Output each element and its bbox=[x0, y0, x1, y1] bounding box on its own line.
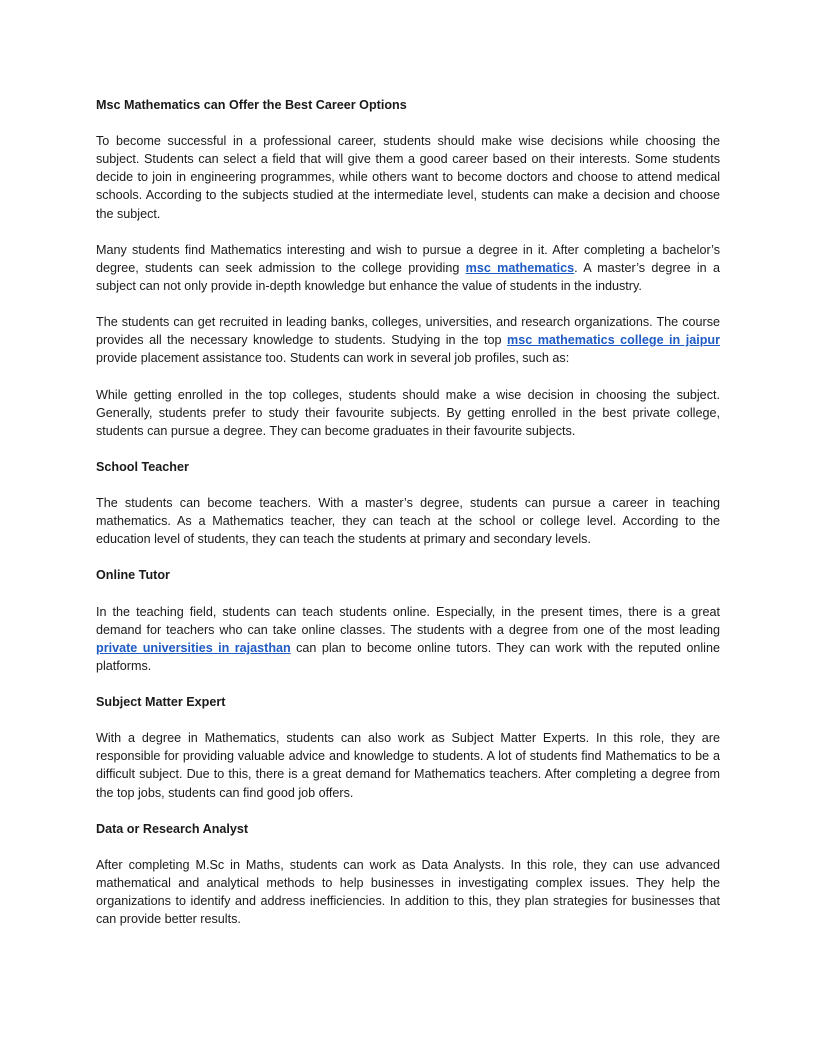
heading-subject-matter-expert: Subject Matter Expert bbox=[96, 695, 226, 710]
paragraph-text: The students can get recruited in leading banks, colleges, universities, and research organizations. The course provides all the necessary knowledge to students. Studying in the top bbox=[96, 315, 720, 348]
heading-school-teacher: School Teacher bbox=[96, 459, 189, 474]
private-universities-link[interactable]: private universities in rajasthan bbox=[96, 640, 291, 655]
paragraph-msc-degree bbox=[96, 241, 720, 295]
paragraph-subject-matter-expert: With a degree in Mathematics, students can also work as Subject Matter Experts. In this role, they are responsible for providing valuable advice and knowledge to students. A lot of students find Mathematics to be a difficult subject. Due to this, there is a great demand for Mathematics teachers. After completing a degree from the top jobs, students can find good job offers. bbox=[96, 731, 720, 800]
page-title: Msc Mathematics can Offer the Best Career Options bbox=[96, 98, 407, 112]
heading-data-analyst: Data or Research Analyst bbox=[96, 821, 249, 836]
document-page bbox=[96, 96, 720, 946]
paragraph-data-analyst: After completing M.Sc in Maths, students can work as Data Analysts. In this role, they can use advanced mathematical and analytical methods to help businesses in investigating complex issues. They help the organizations to identify and address inefficiencies. In addition to this, they plan strategies for businesses that can provide better results. bbox=[96, 857, 720, 927]
intro-paragraph: To become successful in a professional career, students should make wise decisions while choosing the subject. Students can select a field that will give them a good career based on their interests. Some students decide to join in engineering programmes, while others want to become doctors and choose to attend medical schools. According to the subjects studied at the intermediate level, students can make a decision and choose the subject. bbox=[96, 134, 720, 221]
paragraph-online-tutor bbox=[96, 603, 720, 675]
paragraph-recruitment bbox=[96, 313, 720, 367]
msc-college-jaipur-link[interactable]: msc mathematics college in jaipur bbox=[507, 333, 721, 348]
paragraph-text: can plan to become online tutors. They can work with the reputed online platforms. bbox=[96, 640, 720, 673]
paragraph-text: provide placement assistance too. Students can work in several job profiles, such as: bbox=[96, 351, 570, 366]
paragraph-enrollment: While getting enrolled in the top colleges, students should make a wise decision in choosing the subject. Generally, students prefer to study their favourite subjects. By getting enrolled in the best private college, students can pursue a degree. They can become graduates in their favourite subjects. bbox=[96, 387, 720, 438]
paragraph-text: Many students find Mathematics interesting and wish to pursue a degree in it. After completing a bachelor’s degree, students can seek admission to the college providing bbox=[96, 242, 720, 275]
msc-mathematics-link[interactable]: msc mathematics bbox=[465, 260, 575, 275]
heading-online-tutor: Online Tutor bbox=[96, 568, 170, 583]
paragraph-text: In the teaching field, students can teach students online. Especially, in the present times, there is a great demand for teachers who can take online classes. The students with a degree from one of the most leading bbox=[96, 604, 720, 637]
paragraph-text: . A master’s degree in a subject can not only provide in-depth knowledge but enhance the value of students in the industry. bbox=[96, 260, 720, 293]
paragraph-school-teacher: The students can become teachers. With a master’s degree, students can pursue a career in teaching mathematics. As a Mathematics teacher, they can teach at the school or college level. According to the education level of students, they can teach the students at primary and secondary levels. bbox=[96, 496, 720, 547]
